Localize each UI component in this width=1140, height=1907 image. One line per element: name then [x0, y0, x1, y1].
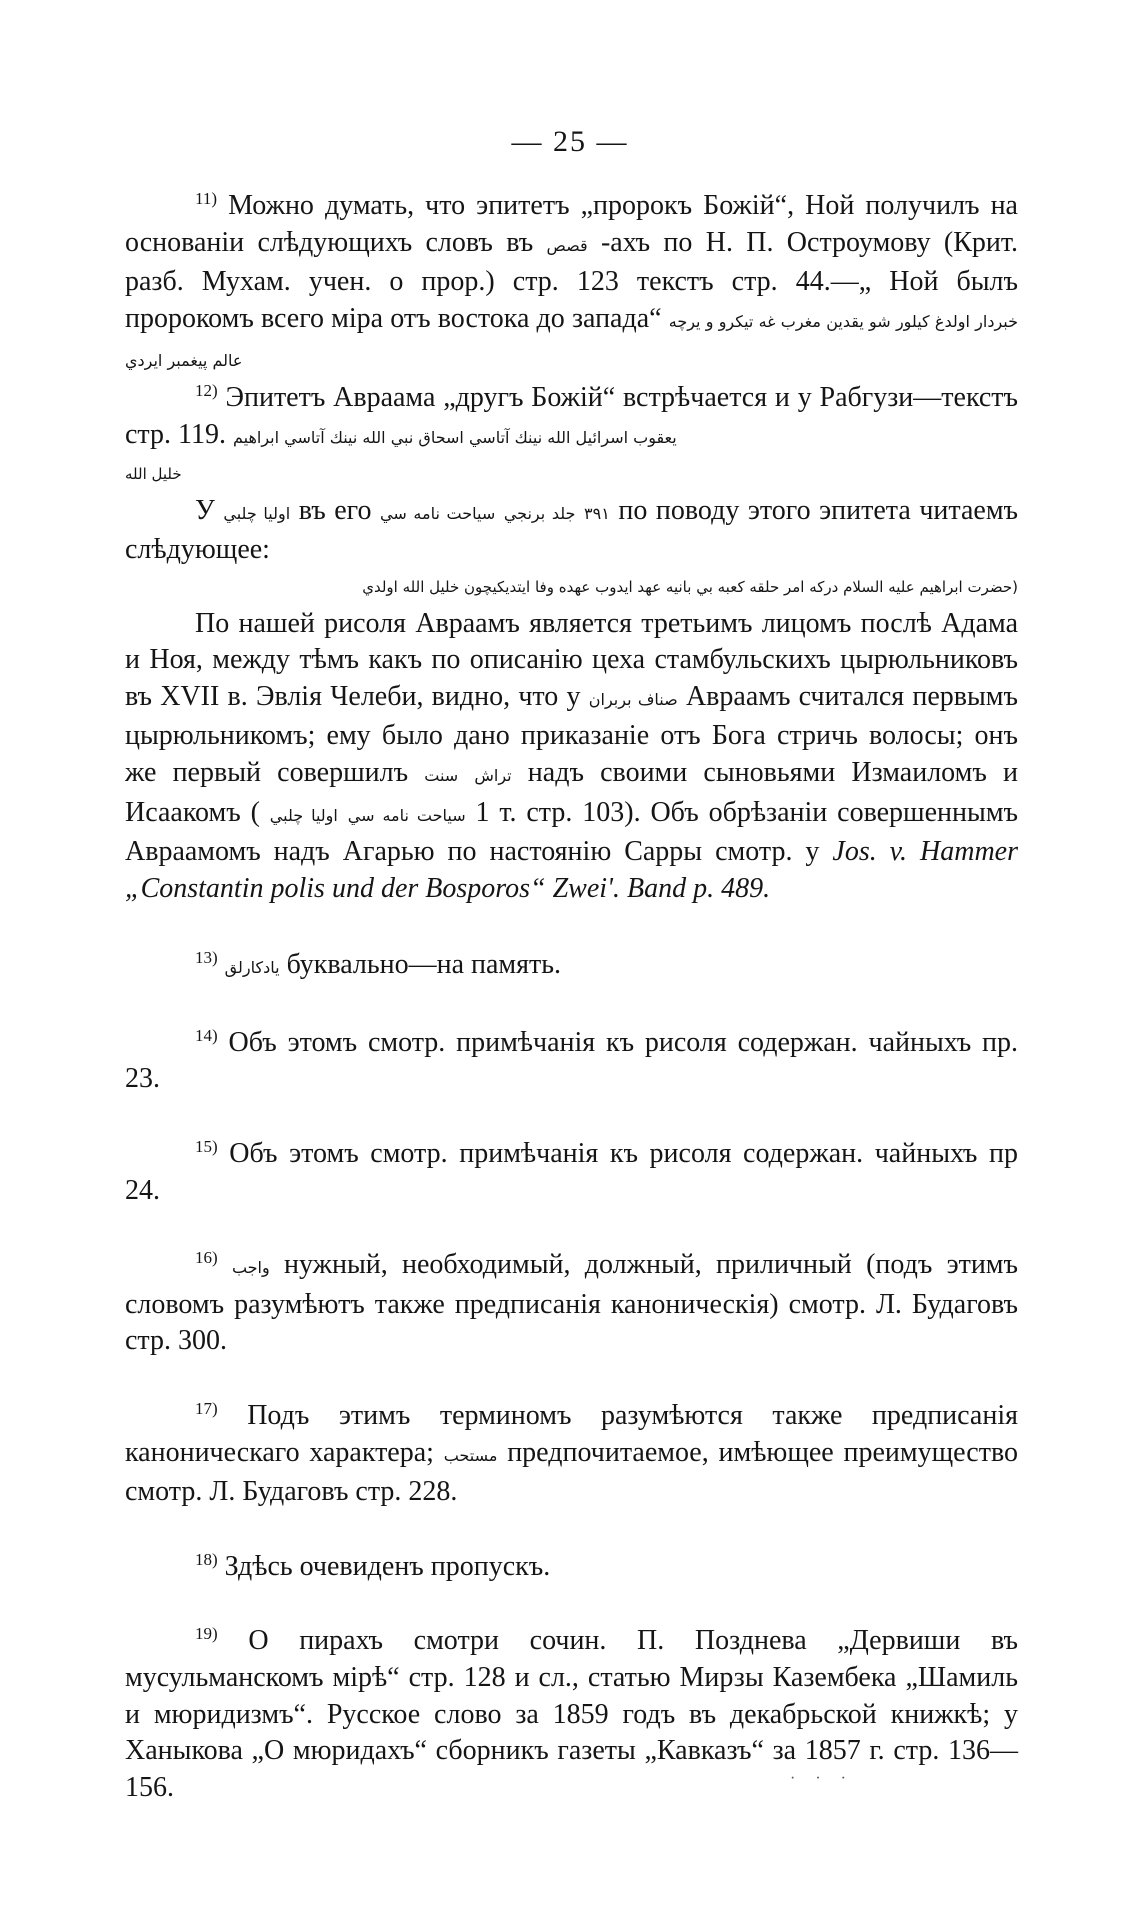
- note-text: буквально—на память.: [279, 949, 562, 981]
- note-text: Подъ этимъ терминомъ разумѣются также предписанія каноническаго характера;: [125, 1400, 1018, 1468]
- note-text: 1 т. стр. 103). Объ обрѣзаніи совершеннымъ Авраамомъ надъ Агарью по настоянію Сарры смотр. у: [125, 796, 1019, 868]
- note-text: Здѣсь очевиденъ пропускъ.: [224, 1550, 551, 1582]
- footnote-17: [125, 1398, 1018, 1511]
- footnote-13: [125, 947, 1018, 987]
- footnote-12: [125, 380, 1018, 456]
- arabic-quote-line: خليل الله: [125, 465, 182, 484]
- note-text: -ахъ по Н. П. Остроумову (Крит. разб. Мухам. учен. о прор.) стр. 123 текстъ стр. 44.—„ Ной былъ пророкомъ всего міра отъ востока до запада“: [125, 226, 1018, 334]
- arabic-page-number: ٣٩١: [584, 503, 610, 523]
- arabic-quote-line: (حضرت ابراهيم عليه السلام دركه امر حلقه كعبه بي بانيه عهد ايدوب عهده وفا ايتديكيچون خليل الله اولدي: [362, 577, 1018, 596]
- page-number: — 25 —: [511, 125, 629, 158]
- arabic-term: قصص: [546, 235, 588, 255]
- note-text: Объ этомъ смотр. примѣчанія къ рисоля содержан. чайныхъ пр. 23.: [125, 1026, 1018, 1095]
- note-text: Объ этомъ смотр. примѣчанія къ рисоля содержан. чайныхъ пр 24.: [125, 1138, 1018, 1206]
- footnote-marker: 11): [195, 189, 218, 208]
- note-text: въ его: [290, 494, 381, 526]
- note-text: надъ своими сыновьями Измаиломъ и Исаакомъ (: [125, 756, 1018, 828]
- footnote-marker: 13): [195, 948, 218, 968]
- note-text: Эпитетъ Авраама „другъ Божій“ встрѣчается и у Рабгузи—текстъ стр. 119.: [125, 381, 1018, 450]
- footnote-16: [125, 1247, 1018, 1360]
- footnote-marker: 19): [195, 1624, 218, 1644]
- note-text: нужный, необходимый, должный, приличный (подъ этимъ словомъ разумѣютъ также предписанія каноническія) смотр. Л. Будаговъ стр. 300.: [125, 1249, 1019, 1357]
- footnote-14: [125, 1025, 1018, 1098]
- footnote-19: [125, 1623, 1018, 1806]
- note-text: У: [195, 494, 224, 526]
- arabic-term: يادكارلق: [224, 958, 280, 978]
- spacer-text: [575, 495, 584, 526]
- arabic-name: اوليا چلبي: [269, 805, 338, 825]
- arabic-term: واجب: [231, 1258, 270, 1278]
- footnote-marker: 15): [195, 1137, 218, 1157]
- arabic-name: اوليا چلبي: [223, 503, 291, 523]
- arabic-term: صناف بربران: [588, 689, 678, 709]
- footnote-marker: 16): [195, 1248, 218, 1268]
- footnote-12-evliya: [125, 493, 1018, 569]
- arabic-quote: خبردار اولدغ كيلور شو يقدين مغرب غه تيكرو و يرچه عالم پيغمبر ايردي: [125, 311, 1018, 371]
- note-text: По нашей рисоля Авраамъ является третьимъ лицомъ послѣ Адама и Ноя, между тѣмъ какъ по описанію цеха стамбульскихъ цырюльниковъ въ XVII в. Эвлія Челеби, видно, что у: [125, 607, 1018, 712]
- arabic-volume: جلد برنجي: [503, 503, 576, 523]
- note-text: Авраамъ считался первымъ цырюльникомъ; ему было дано приказаніе отъ Бога стричь волосы; онъ же первый совершилъ: [125, 680, 1019, 788]
- footnote-marker: 14): [195, 1025, 218, 1045]
- footnotes: [125, 188, 1018, 1806]
- note-text: по поводу этого эпитета читаемъ слѣдующее:: [125, 494, 1019, 566]
- print-specks: · · ·: [790, 1770, 854, 1787]
- note-text: предпочитаемое, имѣющее преимущество смотр. Л. Будаговъ стр. 228.: [125, 1436, 1018, 1508]
- footnote-12-risola: [125, 606, 1018, 908]
- footnote-marker: 18): [195, 1549, 218, 1569]
- note-text: Можно думать, что эпитетъ „пророкъ Божій“, Ной получилъ на основаніи слѣдующихъ словъ въ: [125, 190, 1018, 258]
- arabic-title: سياحت نامه سي: [380, 503, 496, 523]
- arabic-title: سياحت نامه سي: [347, 805, 466, 825]
- footnote-18: [125, 1549, 1018, 1586]
- citation-italic: Jos. v. Hammer „Constantin polis und der Bosporos“ Zwei'. Band p. 489.: [125, 836, 1018, 904]
- note-text: О пирахъ смотри сочин. П. Позднева „Дервиши въ мусульманскомъ мірѣ“ стр. 128 и сл., статью Мирзы Казембека „Шамиль и мюридизмъ“. Русское слово за 1859 годъ въ декабрьской книжкѣ; у Ханыкова „О мюридахъ“ сборникъ газеты „Кавказъ“ за 1857 г. стр. 136—156.: [125, 1625, 1018, 1803]
- footnote-11: [125, 188, 1018, 380]
- spacer-text: [495, 495, 504, 526]
- arabic-term: تراش: [474, 765, 512, 785]
- arabic-quote: يعقوب اسرائيل الله نينك آتاسي اسحاق نبي الله نينك آتاسي ابراهيم: [232, 427, 677, 447]
- footnote-marker: 17): [195, 1399, 218, 1419]
- footnote-15: [125, 1136, 1018, 1209]
- footnote-marker: 12): [195, 380, 218, 400]
- arabic-term: مستحب: [443, 1445, 498, 1465]
- arabic-term: سنت: [424, 765, 459, 785]
